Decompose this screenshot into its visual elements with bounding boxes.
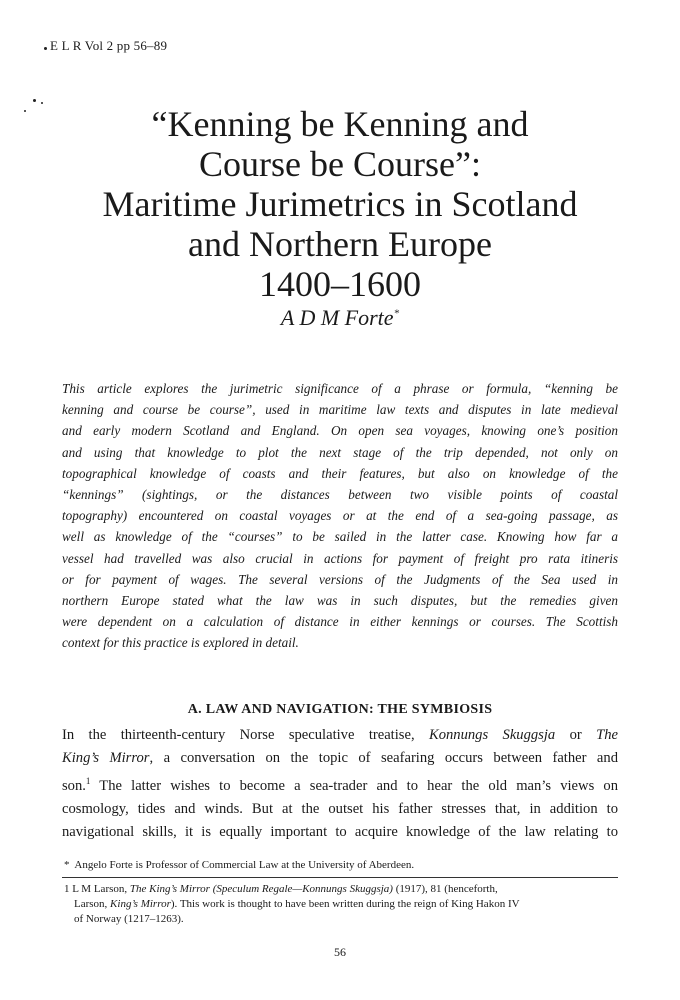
- footnote-line: [64, 882, 618, 897]
- running-head: E L R Vol 2 pp 56–89: [50, 38, 168, 53]
- scan-speck: [44, 47, 47, 50]
- footnote-fragment: (1917), 81 (henceforth,: [392, 883, 498, 895]
- footnote-text: Angelo Forte is Professor of Commercial Law at the University of Aberdeen.: [74, 859, 415, 871]
- abstract: [62, 378, 618, 654]
- abstract-line: were dependent on a calculation of distance in either kennings or courses. The Scottish: [62, 614, 618, 630]
- body-line: [62, 724, 618, 747]
- footnote-line: [64, 897, 618, 912]
- footnote-ref[interactable]: 1: [85, 776, 91, 786]
- footnote-divider: [62, 877, 618, 878]
- author-byline: [40, 305, 640, 331]
- footnote-fragment: L M Larson,: [72, 883, 130, 895]
- author-footnote: [64, 858, 620, 872]
- body-fragment: son.: [62, 777, 86, 794]
- author-name: A D M Forte: [280, 305, 394, 330]
- scan-speck: [33, 99, 36, 102]
- article-title: [40, 104, 640, 304]
- abstract-line: or for payment of wages. The several versions of the Judgments of the Sea used in: [62, 571, 618, 587]
- body-line: [62, 747, 618, 770]
- footnote-line: of Norway (1217–1263).: [74, 913, 184, 925]
- abstract-line: northern Europe stated what the law was in such disputes, but the remedies given: [62, 593, 618, 609]
- abstract-line: kenning and course be course”, used in maritime law texts and disputes in late medieval: [62, 402, 618, 418]
- body-text: [62, 724, 618, 844]
- footnote-1: [64, 882, 618, 927]
- section-heading: A. LAW AND NAVIGATION: THE SYMBIOSIS: [187, 702, 493, 717]
- scan-speck: [24, 110, 26, 112]
- footnote-italic: The King’s Mirror (Speculum Regale—Konnungs Skuggsja): [129, 883, 393, 895]
- body-line: cosmology, tides and winds. But at the outset his father stresses that, in addition to: [62, 800, 618, 817]
- abstract-line: and early modern Scotland and England. On open sea voyages, knowing one’s position: [62, 423, 618, 439]
- abstract-line: topography) encountered on coastal voyages or at the end of a sea-going passage, as: [62, 508, 618, 524]
- body-line: navigational skills, it is equally important to acquire knowledge of the law relating to: [62, 823, 618, 840]
- abstract-line: topographical knowledge of coasts and their features, but also on knowledge of the: [62, 465, 618, 481]
- abstract-line: “kennings” (sightings, or the distances between two visible points of coastal: [62, 487, 618, 503]
- title-line: and Northern Europe: [188, 224, 492, 264]
- body-italic: King’s Mirror: [62, 750, 150, 766]
- abstract-line: vessel had travelled was also crucial in actions for payment of freight pro rata itineris: [62, 550, 618, 566]
- author-footnote-marker: *: [393, 307, 400, 320]
- title-line: 1400–1600: [259, 264, 421, 304]
- page-number: 56: [334, 945, 346, 959]
- footnote-italic: King’s Mirror: [110, 898, 171, 910]
- body-italic: Konnungs Skuggsja: [428, 727, 556, 743]
- title-line: Maritime Jurimetrics in Scotland: [102, 184, 578, 224]
- body-italic: The: [596, 727, 618, 743]
- body-line: [62, 770, 618, 798]
- title-line: Course be Course”:: [199, 144, 481, 184]
- body-fragment: or: [555, 727, 597, 743]
- body-fragment: In the thirteenth-century Norse speculative treatise,: [62, 727, 429, 743]
- footnote-fragment: ). This work is thought to have been written during the reign of King Hakon IV: [170, 898, 520, 910]
- abstract-line: and using that knowledge to plot the next stage of the trip depended, not only on: [62, 444, 618, 460]
- footnote-number: 1: [64, 883, 70, 895]
- abstract-line: This article explores the jurimetric significance of a phrase or formula, “kenning be: [62, 381, 618, 396]
- body-fragment: The latter wishes to become a sea-trader and to hear the old man’s views on: [90, 777, 618, 794]
- footnote-marker: *: [64, 859, 70, 871]
- abstract-line: context for this practice is explored in detail.: [62, 635, 299, 651]
- title-line: “Kenning be Kenning and: [151, 104, 529, 144]
- footnote-fragment: Larson,: [74, 898, 111, 910]
- body-fragment: , a conversation on the topic of seafaring occurs between father and: [149, 750, 618, 766]
- abstract-line: well as knowledge of the “courses” to be sailed in the latter case. Knowing how far a: [62, 529, 618, 545]
